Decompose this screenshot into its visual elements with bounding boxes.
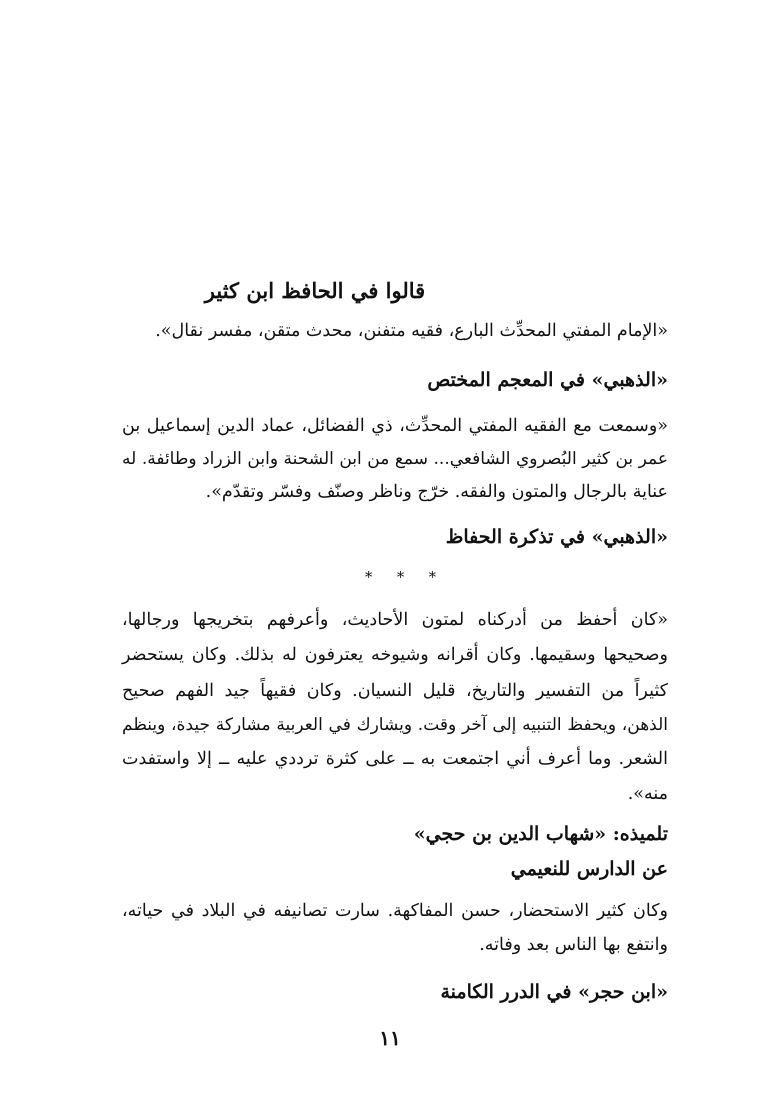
quote-1: «الإمام المفتي المحدِّث البارع، فقيه متفنن، محدث متقن، مفسر نقال». (155, 321, 668, 341)
quote-2-line: عناية بالرجال والمتون والفقه. خرّج وناظر وصنّف وفسّر وتقدّم». (205, 482, 668, 502)
quote-2-line: عمر بن كثير البُصروي الشافعي... سمع من ابن الشحنة وابن الزراد وطائفة. له (122, 449, 668, 469)
source-4: «ابن حجر» في الدرر الكامنة (440, 981, 668, 1003)
source-3-author: تلميذه: «شهاب الدين بن حجي» (413, 823, 668, 845)
section-separator: * * * (365, 570, 446, 586)
quote-4-line: وكان كثير الاستحضار، حسن المفاكهة. سارت تصانيفه في البلاد في حياته، (122, 901, 668, 921)
quote-3-line: منه». (627, 784, 668, 804)
quote-3-line: وصحيحها وسقيمها. وكان أقرانه وشيوخه يعترفون له بذلك. وكان يستحضر (122, 645, 668, 665)
source-2: «الذهبي» في تذكرة الحفاظ (445, 526, 668, 548)
page-number: ١١ (379, 1026, 401, 1050)
quote-3-line: كثيراً من التفسير والتاريخ، قليل النسيان. وكان فقيهاً جيد الفهم صحيح (122, 681, 668, 701)
quote-2-line: «وسمعت مع الفقيه المفتي المحدِّث، ذي الفضائل، عماد الدين إسماعيل بن (122, 416, 668, 436)
page-heading: قالوا في الحافظ ابن كثير (204, 278, 426, 303)
quote-3-line: «كان أحفظ من أدركناه لمتون الأحاديث، وأعرفهم بتخريجها ورجالها، (122, 610, 668, 630)
quote-4-line: وانتفع بها الناس بعد وفاته. (479, 935, 668, 955)
quote-3-line: الذهن، ويحفظ التنبيه إلى آخر وقت. ويشارك في العربية مشاركة جيدة، وينظم (122, 715, 668, 735)
source-3-book: عن الدارس للنعيمي (510, 858, 668, 880)
quote-3-line: الشعر. وما أعرف أني اجتمعت به ــ على كثرة ترددي عليه ــ إلا واستفدت (122, 749, 668, 769)
source-1: «الذهبي» في المعجم المختص (427, 369, 668, 391)
